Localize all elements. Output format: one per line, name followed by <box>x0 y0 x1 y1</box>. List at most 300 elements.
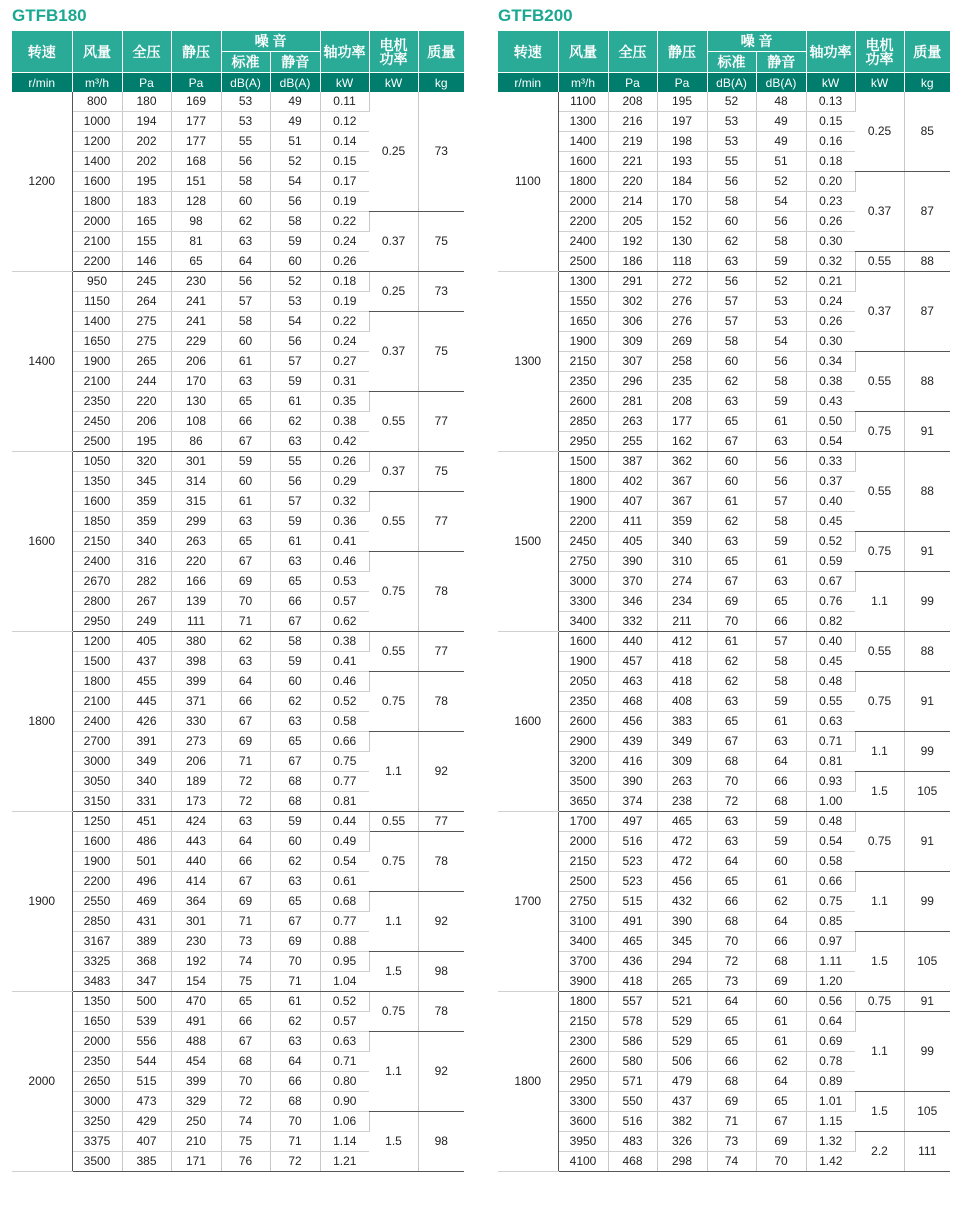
noise-standard-cell: 52 <box>707 92 756 112</box>
airflow-cell: 3650 <box>558 792 608 812</box>
airflow-cell: 2400 <box>72 552 122 572</box>
shaft-power-cell: 0.22 <box>320 312 369 332</box>
static-pressure-cell: 383 <box>657 712 707 732</box>
total-pressure-cell: 202 <box>122 132 171 152</box>
total-pressure-cell: 571 <box>608 1072 657 1092</box>
motor-power-cell: 0.37 <box>855 272 904 352</box>
total-pressure-cell: 411 <box>608 512 657 532</box>
total-pressure-cell: 183 <box>122 192 171 212</box>
model-title: GTFB200 <box>498 6 573 25</box>
speed-cell: 1300 <box>498 272 558 452</box>
noise-quiet-cell: 59 <box>756 832 806 852</box>
noise-quiet-cell: 63 <box>270 552 320 572</box>
motor-power-cell: 1.1 <box>855 572 904 632</box>
noise-quiet-cell: 54 <box>270 312 320 332</box>
noise-standard-cell: 72 <box>707 952 756 972</box>
total-pressure-cell: 496 <box>122 872 171 892</box>
shaft-power-cell: 0.26 <box>806 312 855 332</box>
motor-power-cell: 1.1 <box>855 1012 904 1092</box>
noise-quiet-cell: 70 <box>756 1152 806 1172</box>
noise-quiet-cell: 56 <box>756 472 806 492</box>
noise-quiet-cell: 49 <box>756 112 806 132</box>
mass-cell: 99 <box>904 732 950 772</box>
total-pressure-cell: 390 <box>608 772 657 792</box>
motor-power-cell: 1.1 <box>855 872 904 932</box>
airflow-cell: 3300 <box>558 1092 608 1112</box>
total-pressure-cell: 205 <box>608 212 657 232</box>
static-pressure-cell: 171 <box>171 1152 221 1172</box>
static-pressure-cell: 98 <box>171 212 221 232</box>
airflow-cell: 2950 <box>558 1072 608 1092</box>
static-pressure-cell: 340 <box>657 532 707 552</box>
static-pressure-cell: 206 <box>171 352 221 372</box>
shaft-power-cell: 0.15 <box>806 112 855 132</box>
mass-cell: 73 <box>418 92 464 212</box>
shaft-power-cell: 0.27 <box>320 352 369 372</box>
header-noise-standard: 标准 <box>707 52 756 73</box>
mass-cell: 91 <box>904 672 950 732</box>
noise-standard-cell: 67 <box>707 732 756 752</box>
airflow-cell: 1500 <box>558 452 608 472</box>
shaft-power-cell: 0.32 <box>320 492 369 512</box>
unit-mass: kg <box>418 73 464 93</box>
static-pressure-cell: 210 <box>171 1132 221 1152</box>
static-pressure-cell: 177 <box>657 412 707 432</box>
table-row <box>12 312 464 332</box>
mass-cell: 105 <box>904 932 950 992</box>
table-row <box>498 452 950 472</box>
table-row <box>12 272 464 292</box>
speed-cell: 1400 <box>12 272 72 452</box>
shaft-power-cell: 0.52 <box>320 992 369 1012</box>
static-pressure-cell: 367 <box>657 472 707 492</box>
shaft-power-cell: 0.54 <box>806 432 855 452</box>
noise-quiet-cell: 63 <box>756 572 806 592</box>
total-pressure-cell: 556 <box>122 1032 171 1052</box>
motor-power-cell: 0.55 <box>369 812 418 832</box>
table-row <box>498 632 950 652</box>
airflow-cell: 3250 <box>72 1112 122 1132</box>
total-pressure-cell: 221 <box>608 152 657 172</box>
noise-standard-cell: 69 <box>221 892 270 912</box>
header-mass: 质量 <box>904 31 950 73</box>
shaft-power-cell: 0.43 <box>806 392 855 412</box>
static-pressure-cell: 177 <box>171 112 221 132</box>
total-pressure-cell: 192 <box>608 232 657 252</box>
motor-power-cell: 1.5 <box>369 1112 418 1172</box>
motor-power-cell: 0.37 <box>369 452 418 492</box>
noise-standard-cell: 67 <box>221 712 270 732</box>
static-pressure-cell: 263 <box>657 772 707 792</box>
noise-standard-cell: 63 <box>707 692 756 712</box>
total-pressure-cell: 468 <box>608 692 657 712</box>
total-pressure-cell: 282 <box>122 572 171 592</box>
airflow-cell: 2400 <box>558 232 608 252</box>
static-pressure-cell: 263 <box>171 532 221 552</box>
airflow-cell: 1850 <box>72 512 122 532</box>
motor-power-cell: 1.1 <box>369 1032 418 1112</box>
noise-standard-cell: 66 <box>707 1052 756 1072</box>
total-pressure-cell: 456 <box>608 712 657 732</box>
static-pressure-cell: 472 <box>657 832 707 852</box>
noise-quiet-cell: 59 <box>270 512 320 532</box>
mass-cell: 91 <box>904 412 950 452</box>
noise-standard-cell: 69 <box>707 1092 756 1112</box>
speed-cell: 1600 <box>12 452 72 632</box>
airflow-cell: 3150 <box>72 792 122 812</box>
noise-quiet-cell: 66 <box>756 772 806 792</box>
airflow-cell: 1400 <box>72 312 122 332</box>
noise-standard-cell: 72 <box>221 1092 270 1112</box>
table-row <box>498 92 950 112</box>
motor-power-cell: 0.75 <box>369 832 418 892</box>
total-pressure-cell: 468 <box>608 1152 657 1172</box>
table-row <box>498 812 950 832</box>
shaft-power-cell: 0.38 <box>806 372 855 392</box>
airflow-cell: 2050 <box>558 672 608 692</box>
noise-quiet-cell: 70 <box>270 952 320 972</box>
static-pressure-cell: 173 <box>171 792 221 812</box>
airflow-cell: 1600 <box>558 152 608 172</box>
shaft-power-cell: 0.58 <box>320 712 369 732</box>
static-pressure-cell: 195 <box>657 92 707 112</box>
noise-standard-cell: 65 <box>221 532 270 552</box>
noise-standard-cell: 71 <box>707 1112 756 1132</box>
shaft-power-cell: 0.78 <box>806 1052 855 1072</box>
noise-standard-cell: 60 <box>707 352 756 372</box>
unit-speed: r/min <box>12 73 72 93</box>
mass-cell: 92 <box>418 892 464 952</box>
noise-standard-cell: 64 <box>707 992 756 1012</box>
shaft-power-cell: 0.23 <box>806 192 855 212</box>
mass-cell: 92 <box>418 732 464 812</box>
noise-quiet-cell: 72 <box>270 1152 320 1172</box>
static-pressure-cell: 424 <box>171 812 221 832</box>
noise-quiet-cell: 57 <box>756 632 806 652</box>
static-pressure-cell: 443 <box>171 832 221 852</box>
noise-standard-cell: 64 <box>221 252 270 272</box>
static-pressure-cell: 470 <box>171 992 221 1012</box>
noise-quiet-cell: 63 <box>756 732 806 752</box>
noise-standard-cell: 63 <box>221 812 270 832</box>
static-pressure-cell: 272 <box>657 272 707 292</box>
airflow-cell: 2600 <box>558 392 608 412</box>
noise-standard-cell: 62 <box>707 232 756 252</box>
shaft-power-cell: 0.54 <box>806 832 855 852</box>
total-pressure-cell: 391 <box>122 732 171 752</box>
noise-standard-cell: 60 <box>707 212 756 232</box>
static-pressure-cell: 265 <box>657 972 707 992</box>
noise-standard-cell: 62 <box>221 212 270 232</box>
shaft-power-cell: 0.24 <box>320 232 369 252</box>
table-row <box>498 572 950 592</box>
airflow-cell: 1900 <box>558 332 608 352</box>
shaft-power-cell: 0.13 <box>806 92 855 112</box>
noise-quiet-cell: 67 <box>270 912 320 932</box>
motor-power-cell: 0.75 <box>369 992 418 1032</box>
static-pressure-cell: 169 <box>171 92 221 112</box>
total-pressure-cell: 281 <box>608 392 657 412</box>
motor-power-cell: 0.75 <box>855 412 904 452</box>
static-pressure-cell: 235 <box>657 372 707 392</box>
static-pressure-cell: 314 <box>171 472 221 492</box>
mass-cell: 75 <box>418 452 464 492</box>
noise-quiet-cell: 58 <box>270 632 320 652</box>
noise-quiet-cell: 57 <box>756 492 806 512</box>
airflow-cell: 1600 <box>558 632 608 652</box>
airflow-cell: 2450 <box>72 412 122 432</box>
noise-standard-cell: 62 <box>707 652 756 672</box>
static-pressure-cell: 412 <box>657 632 707 652</box>
header-noise: 噪 音 <box>221 31 320 52</box>
shaft-power-cell: 1.14 <box>320 1132 369 1152</box>
shaft-power-cell: 0.77 <box>320 772 369 792</box>
total-pressure-cell: 263 <box>608 412 657 432</box>
motor-power-cell: 1.1 <box>855 732 904 772</box>
total-pressure-cell: 483 <box>608 1132 657 1152</box>
model-title: GTFB180 <box>12 6 87 25</box>
total-pressure-cell: 302 <box>608 292 657 312</box>
shaft-power-cell: 0.33 <box>806 452 855 472</box>
noise-quiet-cell: 64 <box>756 912 806 932</box>
airflow-cell: 2350 <box>558 692 608 712</box>
airflow-cell: 3300 <box>558 592 608 612</box>
noise-standard-cell: 56 <box>707 272 756 292</box>
static-pressure-cell: 241 <box>171 312 221 332</box>
airflow-cell: 1400 <box>72 152 122 172</box>
total-pressure-cell: 557 <box>608 992 657 1012</box>
mass-cell: 92 <box>418 1032 464 1112</box>
static-pressure-cell: 108 <box>171 412 221 432</box>
table-row <box>12 672 464 692</box>
airflow-cell: 1600 <box>72 172 122 192</box>
noise-quiet-cell: 56 <box>756 352 806 372</box>
noise-quiet-cell: 59 <box>756 692 806 712</box>
shaft-power-cell: 0.71 <box>320 1052 369 1072</box>
noise-standard-cell: 65 <box>707 712 756 732</box>
shaft-power-cell: 0.36 <box>320 512 369 532</box>
noise-quiet-cell: 54 <box>270 172 320 192</box>
noise-quiet-cell: 70 <box>270 1112 320 1132</box>
airflow-cell: 950 <box>72 272 122 292</box>
static-pressure-cell: 168 <box>171 152 221 172</box>
shaft-power-cell: 0.71 <box>806 732 855 752</box>
noise-quiet-cell: 49 <box>756 132 806 152</box>
total-pressure-cell: 347 <box>122 972 171 992</box>
shaft-power-cell: 0.63 <box>320 1032 369 1052</box>
static-pressure-cell: 506 <box>657 1052 707 1072</box>
header-airflow: 风量 <box>558 31 608 73</box>
airflow-cell: 2650 <box>72 1072 122 1092</box>
shaft-power-cell: 0.29 <box>320 472 369 492</box>
shaft-power-cell: 0.38 <box>320 412 369 432</box>
airflow-cell: 1900 <box>558 492 608 512</box>
noise-quiet-cell: 64 <box>270 1052 320 1072</box>
noise-quiet-cell: 58 <box>756 652 806 672</box>
table-row <box>498 252 950 272</box>
airflow-cell: 1600 <box>72 492 122 512</box>
airflow-cell: 2550 <box>72 892 122 912</box>
shaft-power-cell: 0.68 <box>320 892 369 912</box>
airflow-cell: 2350 <box>72 1052 122 1072</box>
airflow-cell: 3500 <box>72 1152 122 1172</box>
static-pressure-cell: 437 <box>657 1092 707 1112</box>
shaft-power-cell: 0.90 <box>320 1092 369 1112</box>
noise-standard-cell: 55 <box>707 152 756 172</box>
unit-airflow: m³/h <box>72 73 122 93</box>
total-pressure-cell: 265 <box>122 352 171 372</box>
total-pressure-cell: 264 <box>122 292 171 312</box>
static-pressure-cell: 192 <box>171 952 221 972</box>
total-pressure-cell: 418 <box>608 972 657 992</box>
performance-table <box>498 31 950 1172</box>
airflow-cell: 2200 <box>72 252 122 272</box>
total-pressure-cell: 267 <box>122 592 171 612</box>
airflow-cell: 1600 <box>72 832 122 852</box>
shaft-power-cell: 0.41 <box>320 532 369 552</box>
static-pressure-cell: 329 <box>171 1092 221 1112</box>
shaft-power-cell: 0.45 <box>806 652 855 672</box>
airflow-cell: 2450 <box>558 532 608 552</box>
shaft-power-cell: 0.88 <box>320 932 369 952</box>
shaft-power-cell: 0.26 <box>320 452 369 472</box>
noise-standard-cell: 57 <box>707 312 756 332</box>
total-pressure-cell: 340 <box>122 772 171 792</box>
mass-cell: 78 <box>418 992 464 1032</box>
table-row <box>498 1012 950 1032</box>
mass-cell: 77 <box>418 632 464 672</box>
static-pressure-cell: 472 <box>657 852 707 872</box>
static-pressure-cell: 193 <box>657 152 707 172</box>
airflow-cell: 1350 <box>72 992 122 1012</box>
static-pressure-cell: 294 <box>657 952 707 972</box>
static-pressure-cell: 166 <box>171 572 221 592</box>
noise-standard-cell: 63 <box>221 512 270 532</box>
noise-quiet-cell: 68 <box>270 772 320 792</box>
noise-quiet-cell: 58 <box>756 512 806 532</box>
static-pressure-cell: 491 <box>171 1012 221 1032</box>
airflow-cell: 2150 <box>558 852 608 872</box>
airflow-cell: 2670 <box>72 572 122 592</box>
motor-power-cell: 0.25 <box>369 272 418 312</box>
total-pressure-cell: 220 <box>122 392 171 412</box>
total-pressure-cell: 309 <box>608 332 657 352</box>
shaft-power-cell: 1.01 <box>806 1092 855 1112</box>
noise-quiet-cell: 54 <box>756 332 806 352</box>
static-pressure-cell: 274 <box>657 572 707 592</box>
static-pressure-cell: 418 <box>657 652 707 672</box>
total-pressure-cell: 206 <box>122 412 171 432</box>
noise-quiet-cell: 52 <box>270 272 320 292</box>
noise-standard-cell: 53 <box>707 132 756 152</box>
noise-standard-cell: 63 <box>221 372 270 392</box>
shaft-power-cell: 0.67 <box>806 572 855 592</box>
motor-power-cell: 0.55 <box>855 352 904 412</box>
mass-cell: 75 <box>418 312 464 392</box>
total-pressure-cell: 245 <box>122 272 171 292</box>
airflow-cell: 1800 <box>72 192 122 212</box>
noise-standard-cell: 70 <box>707 612 756 632</box>
noise-quiet-cell: 57 <box>270 352 320 372</box>
mass-cell: 91 <box>904 992 950 1012</box>
total-pressure-cell: 195 <box>122 432 171 452</box>
noise-quiet-cell: 66 <box>756 932 806 952</box>
unit-motor-power: kW <box>369 73 418 93</box>
airflow-cell: 2900 <box>558 732 608 752</box>
shaft-power-cell: 0.57 <box>320 592 369 612</box>
static-pressure-cell: 367 <box>657 492 707 512</box>
total-pressure-cell: 473 <box>122 1092 171 1112</box>
noise-standard-cell: 67 <box>221 432 270 452</box>
noise-standard-cell: 57 <box>221 292 270 312</box>
total-pressure-cell: 390 <box>608 552 657 572</box>
static-pressure-cell: 529 <box>657 1012 707 1032</box>
header-motor-power-line2: 功率 <box>379 50 408 67</box>
table-row <box>498 772 950 792</box>
static-pressure-cell: 488 <box>171 1032 221 1052</box>
header-total-pressure: 全压 <box>608 31 657 73</box>
noise-standard-cell: 67 <box>707 432 756 452</box>
noise-standard-cell: 64 <box>221 832 270 852</box>
noise-quiet-cell: 57 <box>270 492 320 512</box>
static-pressure-cell: 184 <box>657 172 707 192</box>
static-pressure-cell: 65 <box>171 252 221 272</box>
static-pressure-cell: 139 <box>171 592 221 612</box>
motor-power-cell: 0.75 <box>855 672 904 732</box>
mass-cell: 75 <box>418 212 464 272</box>
motor-power-cell: 0.25 <box>855 92 904 172</box>
header-airflow: 风量 <box>72 31 122 73</box>
noise-quiet-cell: 65 <box>270 892 320 912</box>
static-pressure-cell: 454 <box>171 1052 221 1072</box>
total-pressure-cell: 374 <box>608 792 657 812</box>
motor-power-cell: 1.5 <box>855 1092 904 1132</box>
noise-quiet-cell: 68 <box>270 792 320 812</box>
total-pressure-cell: 445 <box>122 692 171 712</box>
shaft-power-cell: 0.81 <box>320 792 369 812</box>
total-pressure-cell: 195 <box>122 172 171 192</box>
noise-quiet-cell: 61 <box>270 392 320 412</box>
noise-standard-cell: 58 <box>221 172 270 192</box>
shaft-power-cell: 0.66 <box>320 732 369 752</box>
total-pressure-cell: 387 <box>608 452 657 472</box>
static-pressure-cell: 345 <box>657 932 707 952</box>
shaft-power-cell: 0.81 <box>806 752 855 772</box>
total-pressure-cell: 437 <box>122 652 171 672</box>
total-pressure-cell: 457 <box>608 652 657 672</box>
static-pressure-cell: 220 <box>171 552 221 572</box>
mass-cell: 77 <box>418 392 464 452</box>
total-pressure-cell: 208 <box>608 92 657 112</box>
noise-standard-cell: 73 <box>707 972 756 992</box>
table-row <box>12 452 464 472</box>
airflow-cell: 2700 <box>72 732 122 752</box>
unit-noise-standard: dB(A) <box>707 73 756 93</box>
unit-noise-quiet: dB(A) <box>756 73 806 93</box>
static-pressure-cell: 408 <box>657 692 707 712</box>
shaft-power-cell: 0.48 <box>806 812 855 832</box>
airflow-cell: 2350 <box>558 372 608 392</box>
shaft-power-cell: 1.20 <box>806 972 855 992</box>
static-pressure-cell: 211 <box>657 612 707 632</box>
total-pressure-cell: 515 <box>122 1072 171 1092</box>
table-row <box>12 992 464 1012</box>
speed-cell: 1900 <box>12 812 72 992</box>
noise-quiet-cell: 52 <box>756 272 806 292</box>
noise-quiet-cell: 52 <box>270 152 320 172</box>
shaft-power-cell: 0.11 <box>320 92 369 112</box>
airflow-cell: 3100 <box>558 912 608 932</box>
